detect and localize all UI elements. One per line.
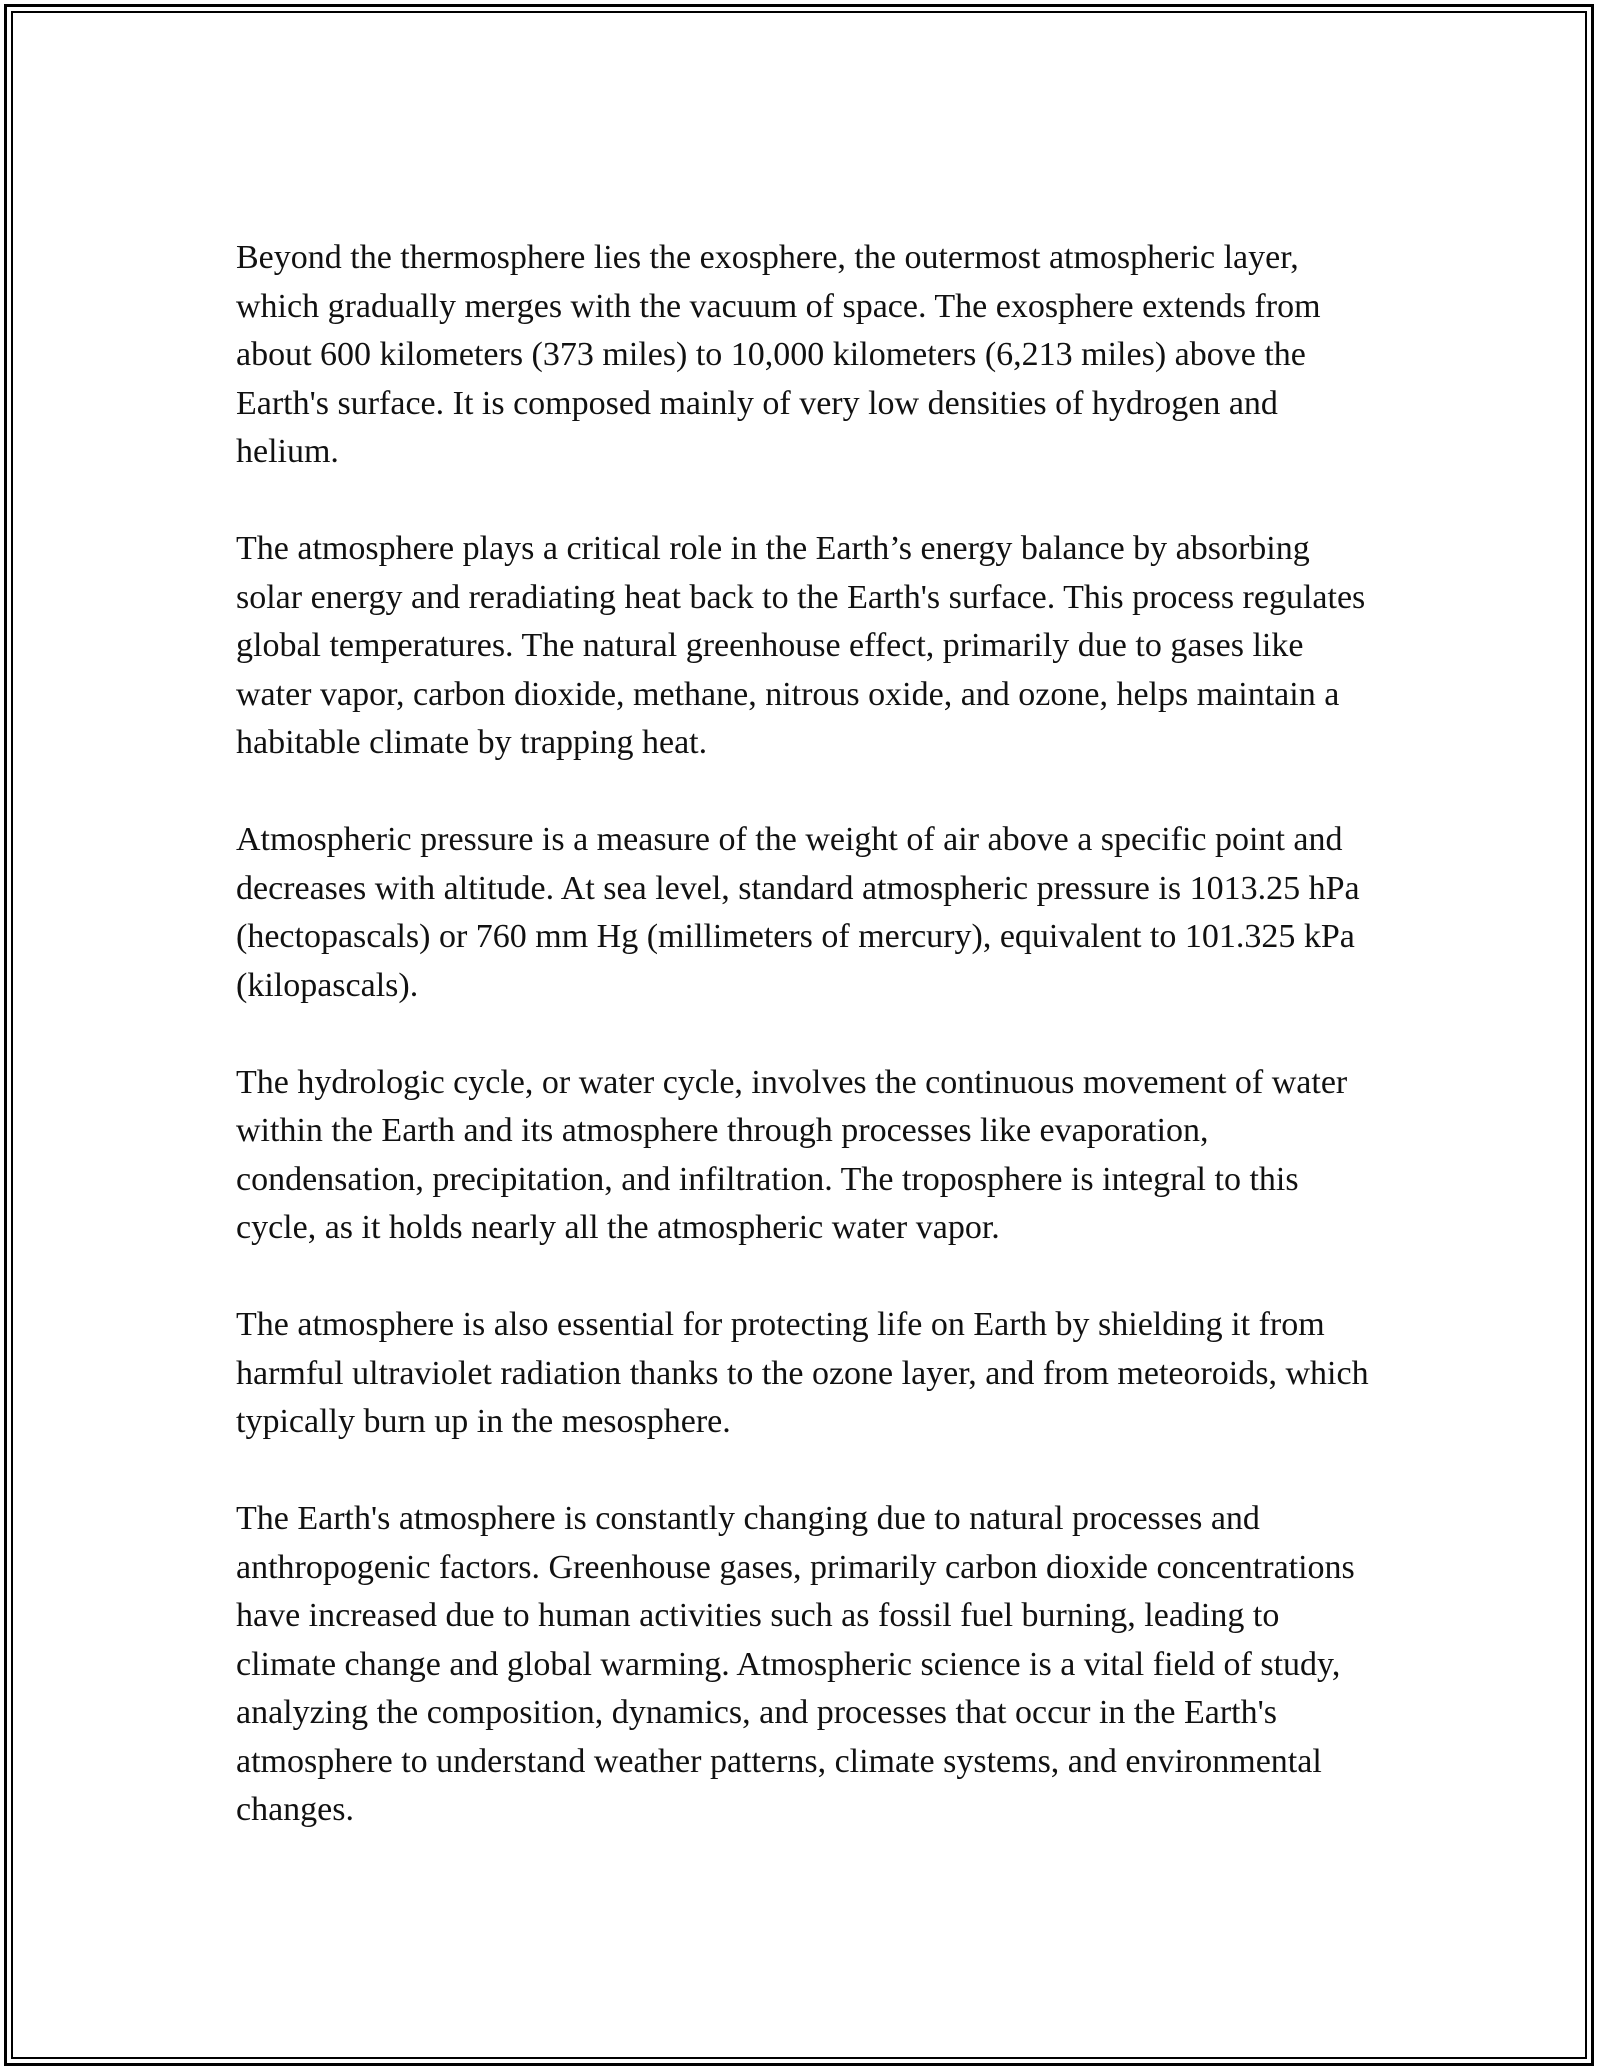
paragraph-exosphere: Beyond the thermosphere lies the exosphere, the outermost atmospheric layer, which gradually merges with the vacuum of space. The exosphere extends from about 600 kilometers (373 miles) to 10,000 kilometers (6,213 miles) above the Earth's surface. It is composed mainly of very low densities of hydrogen and helium. <box>236 239 1321 470</box>
paragraph-protection: The atmosphere is also essential for protecting life on Earth by shielding it from harmful ultraviolet radiation thanks to the ozone layer, and from meteoroids, which typically burn up in the mesosphere. <box>236 1306 1369 1440</box>
paragraph-hydrologic-cycle: The hydrologic cycle, or water cycle, involves the continuous movement of water within the Earth and its atmosphere through processes like evaporation, condensation, precipitation, and infiltration. The troposphere is integral to this cycle, as it holds nearly all the atmospheric water vapor. <box>236 1063 1348 1246</box>
paragraph-energy-balance: The atmosphere plays a critical role in the Earth’s energy balance by absorbing solar energy and reradiating heat back to the Earth's surface. This process regulates global temperatures. The natural greenhouse effect, primarily due to gases like water vapor, carbon dioxide, methane, nitrous oxide, and ozone, helps maintain a habitable climate by trapping heat. <box>236 530 1366 761</box>
paragraph-atmospheric-pressure: Atmospheric pressure is a measure of the weight of air above a specific point and decreases with altitude. At sea level, standard atmospheric pressure is 1013.25 hPa (hectopascals) or 760 mm Hg (millimeters of mercury), equivalent to 101.325 kPa (kilopascals). <box>236 821 1360 1004</box>
paragraph-changing-atmosphere: The Earth's atmosphere is constantly changing due to natural processes and anthropogenic factors. Greenhouse gases, primarily carbon dioxide concentrations have increased due to human activities such as fossil fuel burning, leading to climate change and global warming. Atmospheric science is a vital field of study, analyzing the composition, dynamics, and processes that occur in the Earth's atmosphere to understand weather patterns, climate systems, and environmental changes. <box>236 1500 1355 1828</box>
document-body <box>236 234 1376 1835</box>
